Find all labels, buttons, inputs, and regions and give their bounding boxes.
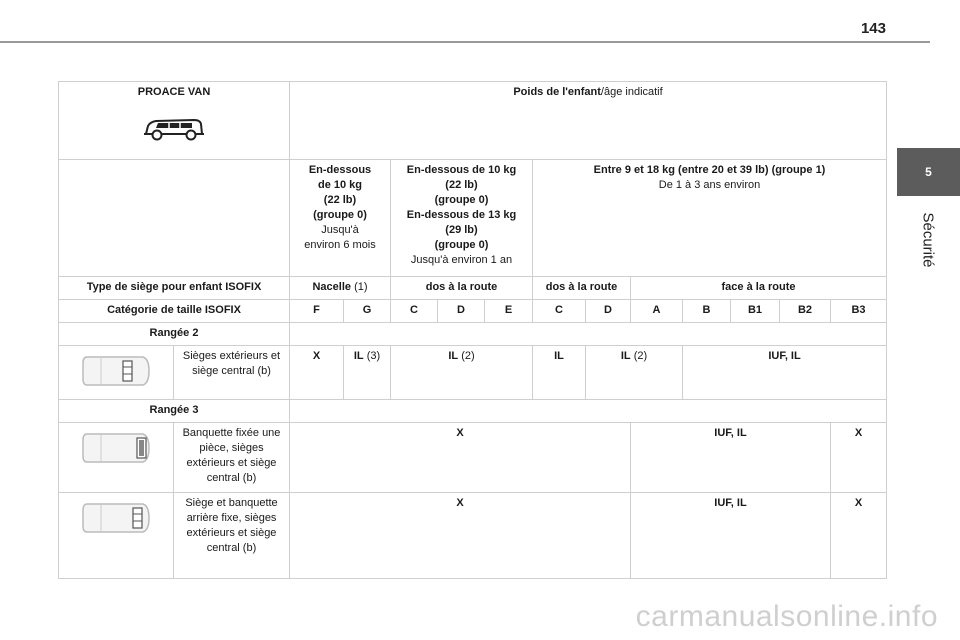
group-cell-2 [391, 160, 533, 277]
row3-value: X [290, 423, 631, 493]
seat-layout-row3-seat-icon [81, 500, 151, 536]
seat-diagram-cell [59, 346, 174, 400]
seat-diagram-cell [59, 423, 174, 493]
group1-line: En-dessous [308, 164, 372, 176]
seat-type-rear-1: dos à la route [391, 277, 533, 300]
size-class-label: Catégorie de taille ISOFIX [59, 300, 290, 323]
row2-value-note: (2) [458, 350, 475, 362]
isofix-table [58, 81, 887, 579]
group1-line: (22 lb) [323, 194, 357, 206]
row3-value: X [831, 493, 887, 579]
row2-value-bold: IL [448, 350, 459, 362]
row2-value-note: (3) [363, 350, 381, 362]
size-class: B1 [731, 300, 780, 323]
header-rule [0, 41, 930, 43]
row2-value: X [290, 346, 344, 400]
row2-value [586, 346, 683, 400]
empty-cell [290, 400, 887, 423]
group-cell-1 [290, 160, 391, 277]
chapter-label: Sécurité [919, 212, 937, 268]
nacelle-bold: Nacelle [312, 281, 352, 293]
group3-line: Entre 9 et 18 kg (entre 20 et 39 lb) (groupe 1) [593, 164, 826, 176]
size-class: B [683, 300, 731, 323]
row2-title: Rangée 2 [59, 323, 290, 346]
weight-header-normal: /âge indicatif [600, 86, 663, 98]
group3-age: De 1 à 3 ans environ [658, 179, 761, 191]
row3-seat-desc: Siège et banquette arrière fixe, sièges extérieurs et siège central (b) [174, 493, 290, 579]
row2-value-bold: IL [620, 350, 631, 362]
group2-line: (groupe 0) [434, 194, 489, 206]
size-class: C [391, 300, 438, 323]
size-class: D [586, 300, 631, 323]
vehicle-name: PROACE VAN [137, 86, 211, 98]
group2-age: Jusqu'à environ 1 an [410, 254, 513, 266]
row2-value [344, 346, 391, 400]
empty-cell [290, 323, 887, 346]
row2-desc: Sièges extérieurs et siège central (b) [174, 346, 290, 400]
size-class: G [344, 300, 391, 323]
row2-value-note: (2) [630, 350, 648, 362]
row2-value: IL [533, 346, 586, 400]
size-class: A [631, 300, 683, 323]
group2-line: (22 lb) [445, 179, 478, 191]
weight-header [290, 82, 887, 160]
size-class: B3 [831, 300, 887, 323]
watermark: carmanualsonline.info [635, 600, 938, 633]
seat-type-nacelle [290, 277, 391, 300]
row3-value: IUF, IL [631, 423, 831, 493]
row2-value: IUF, IL [683, 346, 887, 400]
seat-layout-row2-icon [81, 353, 151, 389]
seat-layout-row3-bench-icon [81, 430, 151, 466]
page-number: 143 [860, 20, 886, 37]
group2-line: En-dessous de 10 kg [406, 164, 517, 176]
group1-age: environ 6 mois [304, 239, 376, 251]
chapter-tab[interactable]: 5 [897, 148, 960, 196]
row3-value: IUF, IL [631, 493, 831, 579]
empty-cell [59, 160, 290, 277]
row3-title: Rangée 3 [59, 400, 290, 423]
seat-type-forward: face à la route [631, 277, 887, 300]
group1-age: Jusqu'à [321, 224, 359, 236]
size-class: E [485, 300, 533, 323]
seat-type-rear-2: dos à la route [533, 277, 631, 300]
row3-value: X [290, 493, 631, 579]
size-class: C [533, 300, 586, 323]
row2-value-bold: IL [353, 350, 364, 362]
vehicle-cell [59, 82, 290, 160]
size-class: D [438, 300, 485, 323]
row2-value [391, 346, 533, 400]
size-class: F [290, 300, 344, 323]
group1-line: de 10 kg [317, 179, 363, 191]
size-class: B2 [780, 300, 831, 323]
row3-bench-desc: Banquette fixée une pièce, sièges extérieurs et siège central (b) [174, 423, 290, 493]
seat-diagram-cell [59, 493, 174, 579]
seat-type-label: Type de siège pour enfant ISOFIX [59, 277, 290, 300]
group-cell-3 [533, 160, 887, 277]
van-icon [142, 114, 206, 144]
row3-value: X [831, 423, 887, 493]
group2-line: (groupe 0) [434, 239, 489, 251]
group1-line: (groupe 0) [313, 209, 367, 221]
weight-header-bold: Poids de l'enfant [513, 86, 601, 98]
group2-line: En-dessous de 13 kg [406, 209, 517, 221]
nacelle-normal: (1) [351, 281, 368, 293]
group2-line: (29 lb) [445, 224, 478, 236]
